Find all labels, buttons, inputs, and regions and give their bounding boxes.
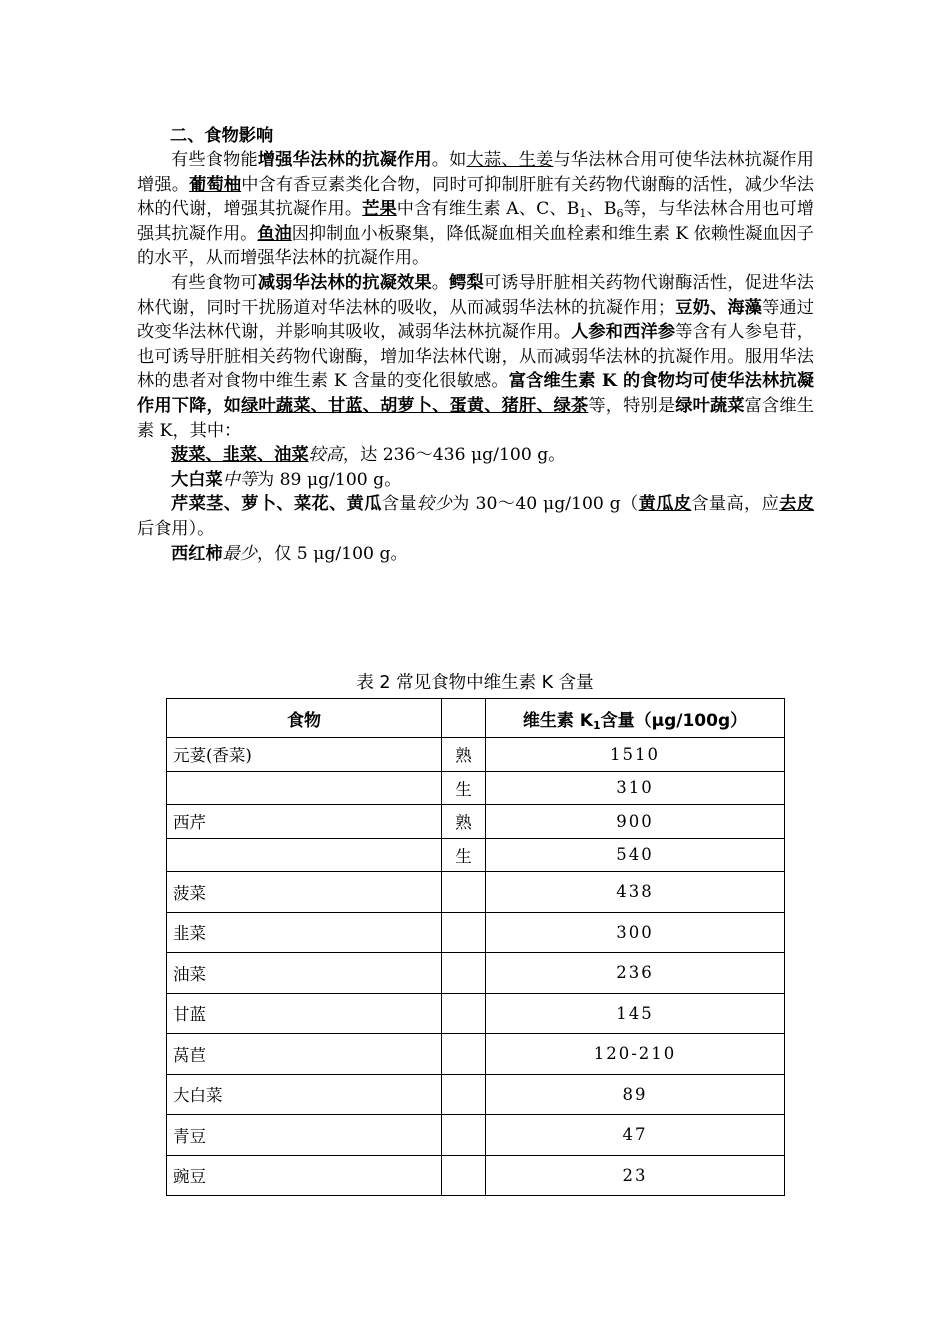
table-row <box>167 1155 785 1196</box>
cell-value: 438 <box>486 872 785 913</box>
bold-run: 增强华法林的抗凝作用 <box>257 150 432 170</box>
text-run: 有些食物能 <box>171 150 258 170</box>
list-item-medium <box>137 468 814 493</box>
bold-run: 富含维生素 K 的食物均可使华法林抗凝作用下降，如 <box>137 371 814 416</box>
cell-food: 韭菜 <box>167 912 442 953</box>
bold-underline-run: 芒果 <box>362 199 397 220</box>
cell-food: 青豆 <box>167 1115 442 1156</box>
table-header-row <box>167 699 785 738</box>
text-run: ，达 236～436 μg/100 g。 <box>342 445 566 466</box>
cell-value: 900 <box>486 805 785 839</box>
table-caption: 表 2 常见食物中维生素 K 含量 <box>356 673 594 693</box>
paragraph-enhance <box>137 148 814 271</box>
cell-value: 236 <box>486 953 785 994</box>
cell-state <box>442 953 486 994</box>
header-content <box>486 699 785 738</box>
text-run: 中含有维生素 A、C、B <box>396 199 580 220</box>
header-content-text: 含量（μg/100g） <box>600 710 748 731</box>
text-run: 为 89 μg/100 g。 <box>256 469 402 490</box>
table-row <box>167 838 785 872</box>
header-food: 食物 <box>167 699 442 738</box>
bold-run: 大白菜 <box>171 469 223 490</box>
cell-food <box>167 771 442 805</box>
cell-state: 生 <box>442 771 486 805</box>
bold-underline-run: 菠菜、韭菜、油菜 <box>171 445 309 466</box>
bold-run: 西红柿 <box>171 543 223 564</box>
text-run: 为 30～40 μg/100 g（ <box>452 494 639 515</box>
italic-run: 最少 <box>222 543 257 564</box>
cell-state <box>442 1115 486 1156</box>
text-run: 与华法林合用可使华法林抗凝作用增强。 <box>137 150 814 195</box>
cell-state <box>442 1155 486 1196</box>
table-row <box>167 1034 785 1075</box>
cell-value: 310 <box>486 771 785 805</box>
cell-state: 熟 <box>442 738 486 772</box>
table-row <box>167 1115 785 1156</box>
text-run: 、B <box>586 199 617 220</box>
table-row <box>167 953 785 994</box>
cell-value: 145 <box>486 993 785 1034</box>
body-text <box>137 148 814 566</box>
cell-food: 甘蓝 <box>167 993 442 1034</box>
cell-state <box>442 912 486 953</box>
text-run: 有些食物可 <box>171 272 258 293</box>
table-row <box>167 993 785 1034</box>
italic-run: 较高 <box>308 445 343 466</box>
bold-underline-run: 鱼油 <box>257 223 292 244</box>
underline-run: 大蒜、生姜 <box>466 150 554 170</box>
cell-food: 大白菜 <box>167 1074 442 1115</box>
paragraph-weaken <box>137 271 814 443</box>
text-run: 。 <box>431 272 450 293</box>
cell-value: 120-210 <box>486 1034 785 1075</box>
cell-food: 菠菜 <box>167 872 442 913</box>
table-row <box>167 771 785 805</box>
subscript: 1 <box>592 718 601 732</box>
italic-run: 较少 <box>416 494 453 515</box>
text-run: 富含维生素 K，其中： <box>137 395 814 441</box>
text-run: 等通过改变华法林代谢，并影响其吸收，减弱华法林抗凝作用。 <box>137 297 814 343</box>
cell-state: 生 <box>442 838 486 872</box>
cell-food: 油菜 <box>167 953 442 994</box>
text-run: 后食用）。 <box>137 518 215 539</box>
bold-run: 减弱华法林的抗凝效果 <box>257 272 432 293</box>
bold-underline-run: 绿叶蔬菜、甘蓝、胡萝卜、蛋黄、猪肝、绿茶 <box>241 395 589 416</box>
cell-value: 1510 <box>486 738 785 772</box>
cell-value: 540 <box>486 838 785 872</box>
bold-underline-run: 黄瓜皮 <box>638 494 692 515</box>
cell-value: 300 <box>486 912 785 953</box>
bold-run: 人参和西洋参 <box>571 322 676 343</box>
italic-run: 中等 <box>222 469 257 490</box>
table-row <box>167 912 785 953</box>
text-run: 。如 <box>431 150 467 170</box>
text-run: 等，与华法林合用也可增强其抗凝作用。 <box>137 199 814 244</box>
section-heading: 二、食物影响 <box>170 126 274 146</box>
cell-food: 豌豆 <box>167 1155 442 1196</box>
text-run: 等含有人参皂苷，也可诱导肝脏相关药物代谢酶，增加华法林代谢，从而减弱华法林的抗凝作用。服用华法林的患者对食物中维生素 K 含量的变化很敏感。 <box>137 322 814 392</box>
text-run: 因抑制血小板聚集，降低凝血相关血栓素和维生素 K 依赖性凝血因子的水平，从而增强华法林的抗凝作用。 <box>137 223 814 269</box>
cell-value: 23 <box>486 1155 785 1196</box>
cell-food: 西芹 <box>167 805 442 839</box>
cell-value: 47 <box>486 1115 785 1156</box>
cell-food <box>167 838 442 872</box>
bold-underline-run: 葡萄柚 <box>189 174 242 195</box>
list-item-lowest <box>137 542 814 567</box>
text-run: 可诱导肝脏相关药物代谢酶活性，促进华法林代谢，同时干扰肠道对华法林的吸收，从而减弱华法林的抗凝作用； <box>137 272 814 318</box>
text-run: 中含有香豆素类化合物，同时可抑制肝脏有关药物代谢酶的活性，减少华法林的代谢，增强其抗凝作用。 <box>137 174 814 220</box>
list-item-low <box>137 492 814 541</box>
text-run: 等，特别是 <box>588 395 676 416</box>
bold-underline-run: 去皮 <box>779 494 814 515</box>
header-state <box>442 699 486 738</box>
text-run: 含量高，应 <box>691 494 780 515</box>
table-row <box>167 738 785 772</box>
bold-run: 豆奶、海藻 <box>675 297 763 318</box>
text-run: ，仅 5 μg/100 g。 <box>256 543 408 564</box>
cell-food: 莴苣 <box>167 1034 442 1075</box>
cell-value: 89 <box>486 1074 785 1115</box>
header-content-text: 维生素 K <box>522 710 593 731</box>
table-row <box>167 1074 785 1115</box>
bold-run: 绿叶蔬菜 <box>675 395 745 416</box>
cell-state <box>442 993 486 1034</box>
cell-state: 熟 <box>442 805 486 839</box>
subscript: 6 <box>616 207 624 221</box>
subscript: 1 <box>579 207 587 221</box>
text-run: 含量 <box>381 494 417 515</box>
bold-run: 芹菜茎、萝卜、菜花、黄瓜 <box>171 494 382 515</box>
table-row <box>167 872 785 913</box>
vitamin-k-table <box>166 698 785 1196</box>
cell-state <box>442 1074 486 1115</box>
table-row <box>167 805 785 839</box>
cell-state <box>442 872 486 913</box>
table-body <box>167 738 785 1196</box>
cell-food: 元荽(香菜) <box>167 738 442 772</box>
list-item-high <box>137 443 814 468</box>
cell-state <box>442 1034 486 1075</box>
bold-run: 鳄梨 <box>449 272 484 293</box>
